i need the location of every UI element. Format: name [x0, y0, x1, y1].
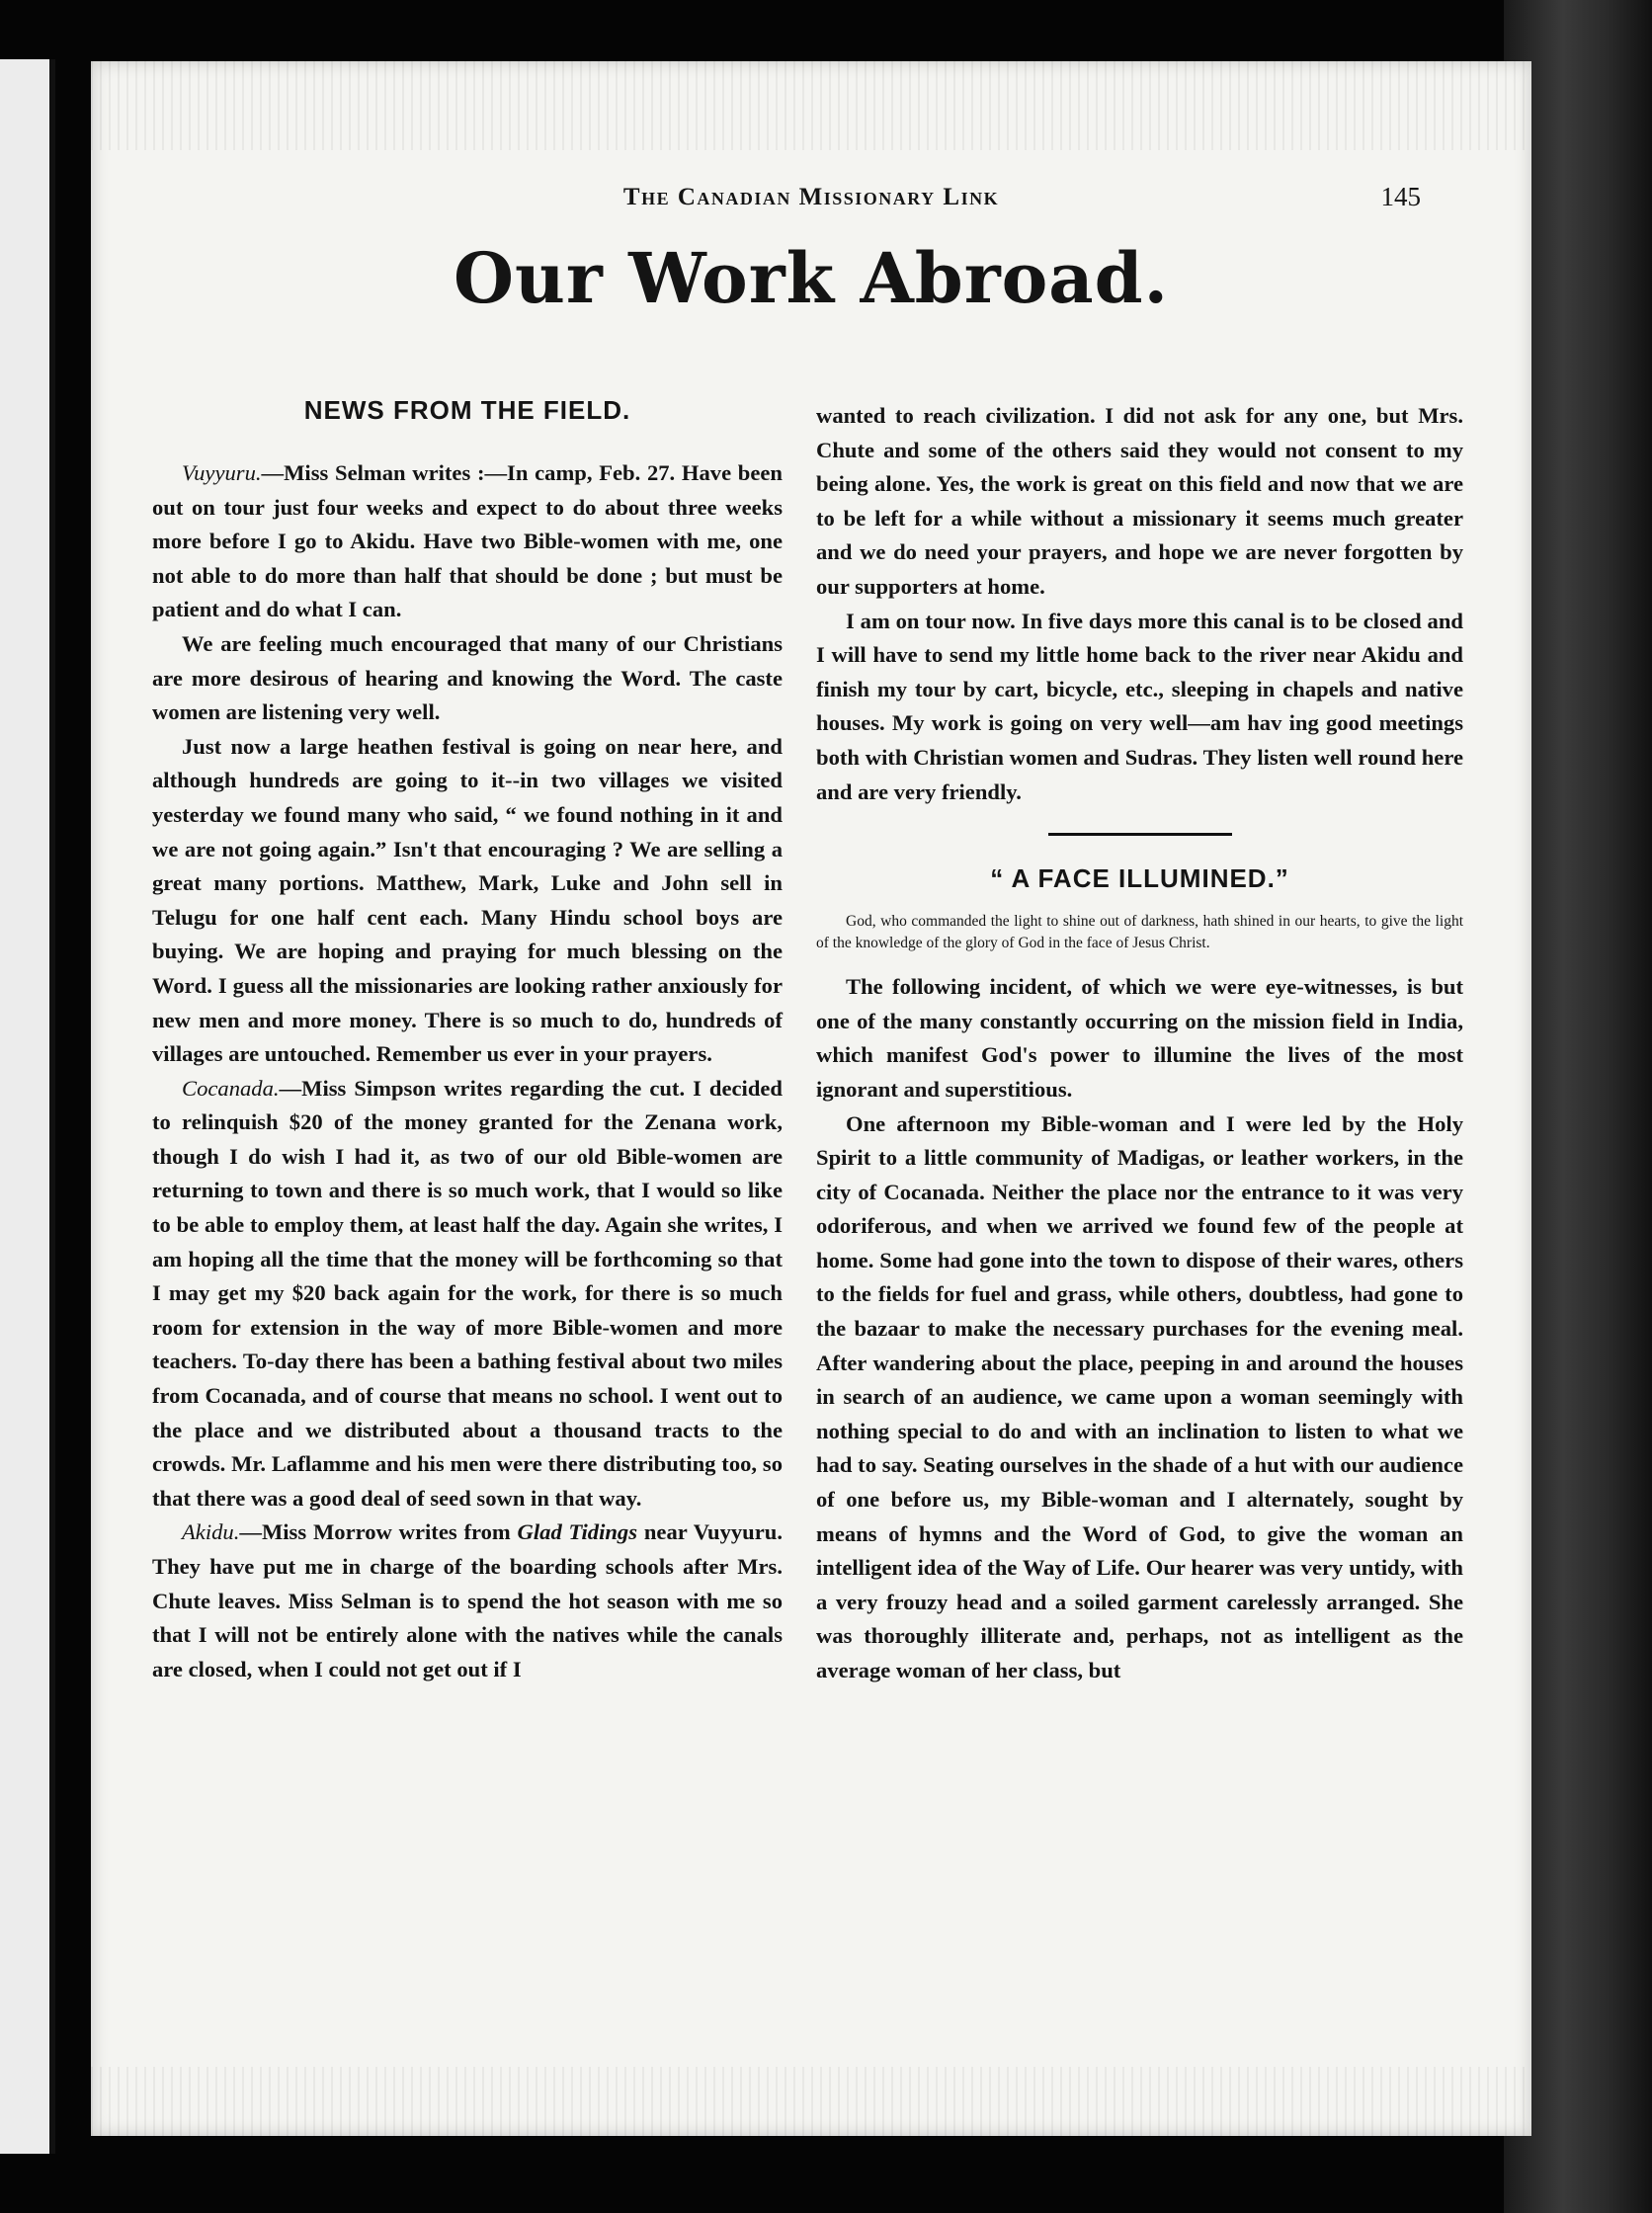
right-column	[816, 399, 1463, 1688]
facing-page-edge	[0, 59, 55, 2154]
place-name: Akidu.	[182, 1519, 240, 1545]
news-paragraph: We are feeling much encouraged that many of our Christians are more desirous of hearing and knowing the Word. The caste women are listening very well.	[152, 630, 783, 725]
left-column	[152, 395, 783, 1686]
section-masthead: Our Work Abroad.	[454, 237, 1169, 319]
epigraph: God, who commanded the light to shine out of darkness, hath shined in our hearts, to give the light of the knowledge of the glory of God in the face of Jesus Christ.	[816, 913, 1463, 952]
news-paragraph-cocanada	[152, 1072, 783, 1516]
running-head	[91, 184, 1531, 223]
paragraph-text: —Miss Simpson writes regarding the cut. I decided to relinquish $20 of the money granted for the Zenana work, though I do wish I had it, as two of our old Bible-women are returning to town and there is so much work, that I would so like to be able to employ them, at least half the day. Again she writes, I am hoping all the time that the money will be forthcoming so that I may get my $20 back again for the work, for there is so much room for extension in the way of more Bible-women and more teachers. To-day there has been a bathing festival about two miles from Cocanada, and of course that means no school. I went out to the place and we distributed about a thousand tracts to the crowds. Mr. Laflamme and his men were there distributing too, so that there was a good deal of seed sown in that way.	[152, 1075, 783, 1511]
page-bottom-noise	[91, 2067, 1531, 2136]
face-illumined-heading: “ A FACE ILLUMINED.”	[990, 863, 1289, 894]
page-top-noise	[91, 61, 1531, 150]
place-name: Cocanada.	[182, 1075, 280, 1101]
article-paragraph: One afternoon my Bible-woman and I were led by the Holy Spirit to a little community of Madigas, or leather workers, in the city of Cocanada. Neither the place nor the entrance to it was very odoriferous, and when we arrived we found few of the people at home. Some had gone into the town to dispose of their wares, others to the fields for fuel and grass, while others, doubtless, had gone to the bazaar to make the necessary purchases for the evening meal. After wandering about the place, peeping in and around the houses in search of an audience, we came upon a woman seemingly with nothing special to do and with an inclination to listen to what we had to say. Seating ourselves in the shade of a hut with our audience of one before us, my Bible-woman and I alternately, sought by means of hymns and the Word of God, to give the woman an intelligent idea of the Way of Life. Our hearer was very untidy, with a very frouzy head and a soiled garment carelessly arranged. She was thoroughly illiterate and, perhaps, not as intelligent as the average woman of her class, but	[816, 1110, 1463, 1682]
paragraph-text: near Vuyyuru. They have put me in charge of the boarding schools after Mrs. Chute leaves. Miss Selman is to spend the hot season with me so that I will not be entirely alone with the natives while the canals are closed, when I could not get out if I	[152, 1519, 783, 1681]
news-paragraph: Just now a large heathen festival is going on near here, and although hundreds are going to it--in two villages we visited yesterday we found many who said, “ we found nothing in it and we are not going again.” Isn't that encouraging ? We are selling a great many portions. Matthew, Mark, Luke and John sell in Telugu for one half cent each. Many Hindu school boys are buying. We are hoping and praying for much blessing on the Word. I guess all the missionaries are looking rather anxiously for new men and more money. There is so much to do, hundreds of villages are untouched. Remember us ever in your prayers.	[152, 733, 783, 1067]
news-paragraph: I am on tour now. In five days more this canal is to be closed and I will have to send my little home back to the river near Akidu and finish my tour by cart, bicycle, etc., sleeping in chapels and native houses. My work is going on very well—am hav ing good meetings both with Christian women and Sudras. They listen well round here and are very friendly.	[816, 608, 1463, 804]
paragraph-text: —Miss Selman writes :—In camp, Feb. 27. Have been out on tour just four weeks and expect to do about three weeks more before I go to Akidu. Have two Bible-women with me, one not able to do more than half that should be done ; but must be patient and do what I can.	[152, 460, 783, 622]
paragraph-text: —Miss Morrow writes from	[239, 1519, 518, 1545]
section-divider	[1048, 833, 1232, 836]
news-paragraph-continued: wanted to reach civilization. I did not ask for any one, but Mrs. Chute and some of the others said they would not consent to my being alone. Yes, the work is great on this field and now that we are to be left for a while without a missionary it seems much greater and we do need your prayers, and hope we are never forgotten by our supporters at home.	[816, 403, 1463, 599]
article-paragraph: The following incident, of which we were eye-witnesses, is but one of the many constantly occurring on the mission field in India, which manifest God's power to illumine the lives of the most ignorant and superstitious.	[816, 974, 1463, 1102]
news-heading: NEWS FROM THE FIELD.	[303, 395, 631, 425]
running-title: The Canadian Missionary Link	[622, 184, 1000, 210]
news-paragraph-akidu	[152, 1516, 783, 1686]
publication-name: Glad Tidings	[517, 1519, 638, 1545]
news-paragraph-vuyyuru	[152, 456, 783, 627]
page	[91, 61, 1531, 2136]
place-name: Vuyyuru.	[182, 460, 262, 485]
page-number: 145	[1380, 182, 1421, 211]
